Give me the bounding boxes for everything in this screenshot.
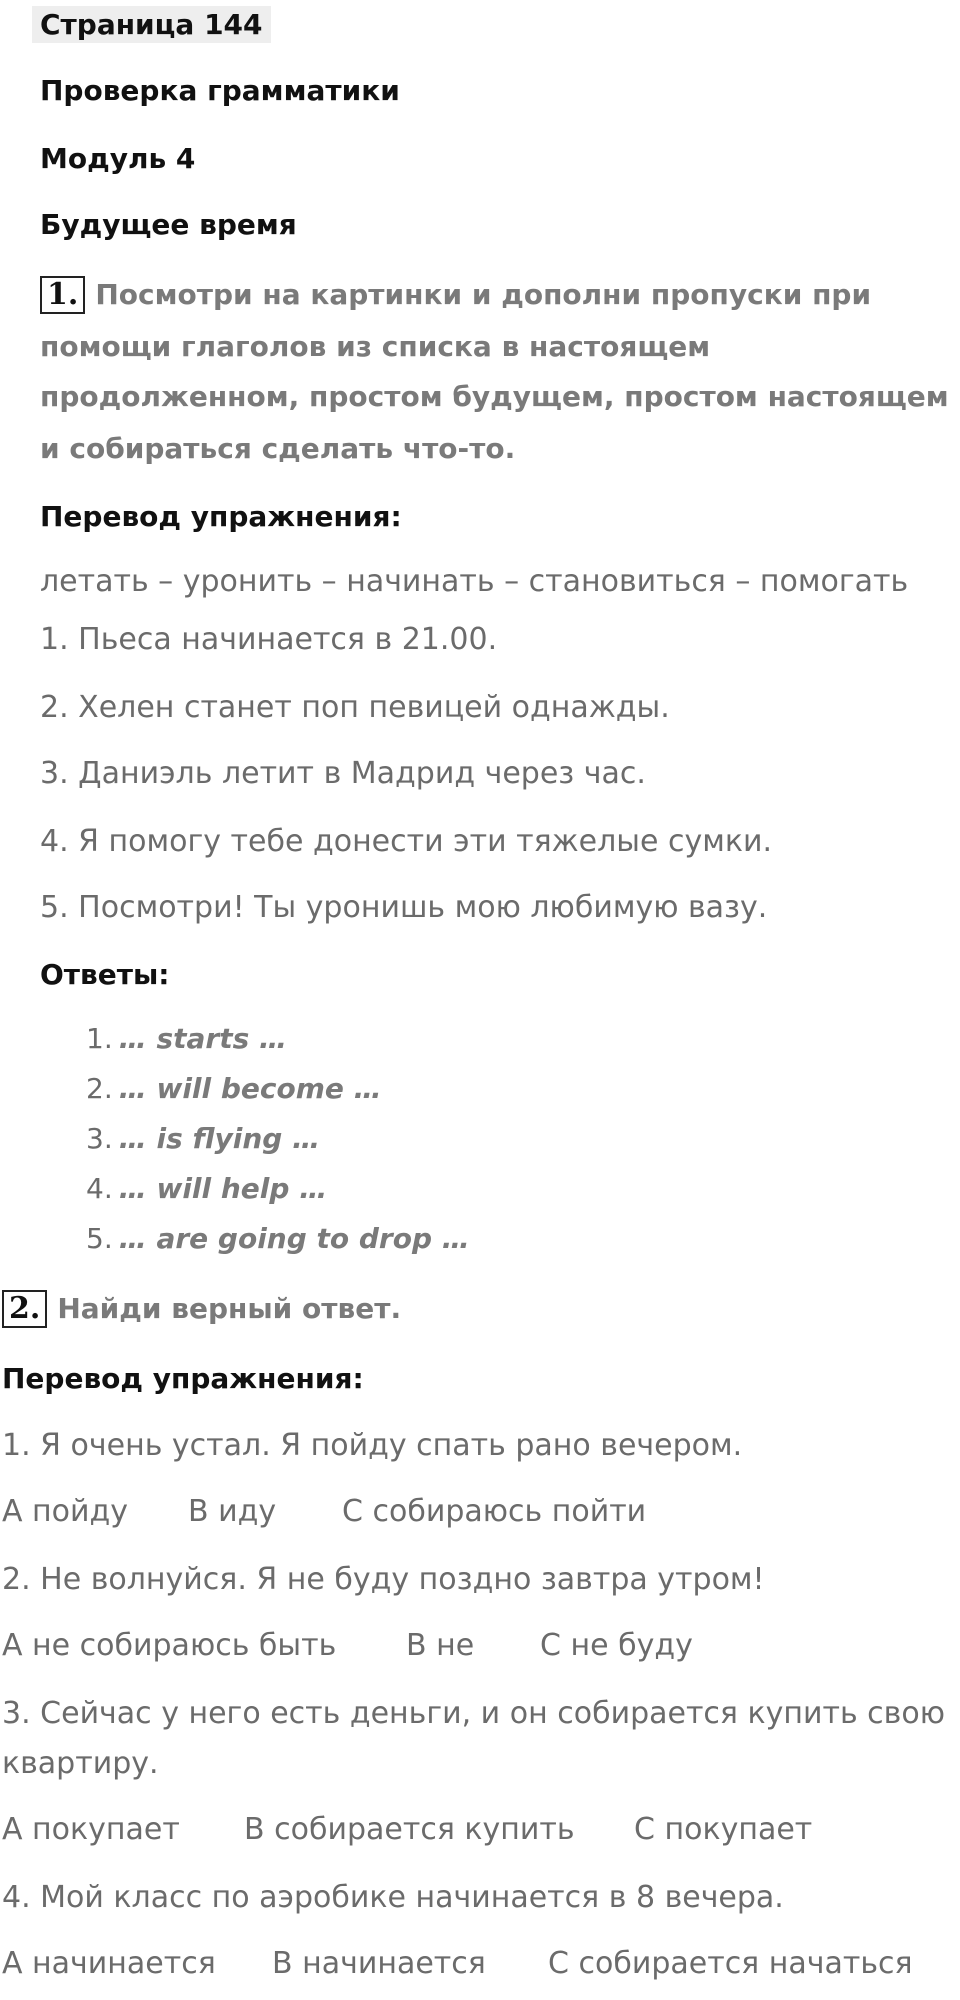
answers-heading: Ответы: xyxy=(40,958,170,991)
section-title: Проверка грамматики xyxy=(40,74,400,107)
question: 1. Я очень устал. Я пойду спать рано вечером. xyxy=(2,1428,743,1463)
page-number-label: Страница 144 xyxy=(32,6,271,43)
option-a: A начинается xyxy=(2,1946,216,1981)
exercise-2-number: 2. xyxy=(2,1290,47,1328)
exercise-1-instruction-line: и собираться сделать что-то. xyxy=(40,432,516,465)
sentence: 2. Хелен станет поп певицей однажды. xyxy=(40,690,670,725)
answer-item xyxy=(86,1222,470,1255)
option-b: B собирается купить xyxy=(244,1812,575,1847)
topic-title: Будущее время xyxy=(40,208,297,241)
exercise-2-instruction-text: Найди верный ответ. xyxy=(57,1292,402,1325)
answer-item xyxy=(86,1022,287,1055)
answer-item xyxy=(86,1172,327,1205)
option-a: A пойду xyxy=(2,1494,129,1529)
translation-heading: Перевод упражнения: xyxy=(2,1362,364,1395)
sentence: 5. Посмотри! Ты уронишь мою любимую вазу. xyxy=(40,890,768,925)
option-b: B начинается xyxy=(272,1946,486,1981)
option-c: C собирается начаться xyxy=(548,1946,913,1981)
exercise-2-instruction xyxy=(2,1290,401,1328)
module-title: Модуль 4 xyxy=(40,142,196,175)
question: 2. Не волнуйся. Я не буду поздно завтра утром! xyxy=(2,1562,765,1597)
answer-number: 2. xyxy=(86,1072,113,1105)
question: квартиру. xyxy=(2,1746,159,1781)
option-c: C собираюсь пойти xyxy=(342,1494,647,1529)
answer-item xyxy=(86,1122,320,1155)
sentence: 1. Пьеса начинается в 21.00. xyxy=(40,622,498,657)
option-b: B не xyxy=(406,1628,475,1663)
option-b: B иду xyxy=(188,1494,277,1529)
answer-text: … is flying … xyxy=(118,1122,321,1155)
sentence: 3. Даниэль летит в Мадрид через час. xyxy=(40,756,646,791)
exercise-1-instruction xyxy=(40,276,871,314)
answer-number: 4. xyxy=(86,1172,113,1205)
option-a: A покупает xyxy=(2,1812,180,1847)
sentence: 4. Я помогу тебе донести эти тяжелые сумки. xyxy=(40,824,773,859)
question: 3. Сейчас у него есть деньги, и он собирается купить свою xyxy=(2,1696,945,1731)
answer-text: … will help … xyxy=(118,1172,328,1205)
option-a: A не собираюсь быть xyxy=(2,1628,337,1663)
answer-number: 3. xyxy=(86,1122,113,1155)
translation-heading: Перевод упражнения: xyxy=(40,500,402,533)
exercise-1-instruction-line: Посмотри на картинки и дополни пропуски при xyxy=(95,278,872,311)
answer-text: … will become … xyxy=(118,1072,382,1105)
answer-item xyxy=(86,1072,382,1105)
option-c: C не буду xyxy=(540,1628,693,1663)
answer-text: … starts … xyxy=(118,1022,288,1055)
answer-text: … are going to drop … xyxy=(118,1222,470,1255)
exercise-1-number: 1. xyxy=(40,276,85,314)
exercise-1-instruction-line: помощи глаголов из списка в настоящем xyxy=(40,330,711,363)
question: 4. Мой класс по аэробике начинается в 8 вечера. xyxy=(2,1880,784,1915)
option-c: C покупает xyxy=(634,1812,813,1847)
answer-number: 5. xyxy=(86,1222,113,1255)
exercise-1-instruction-line: продолженном, простом будущем, простом настоящем xyxy=(40,380,949,413)
word-list: летать – уронить – начинать – становиться – помогать xyxy=(40,564,909,599)
answer-number: 1. xyxy=(86,1022,113,1055)
